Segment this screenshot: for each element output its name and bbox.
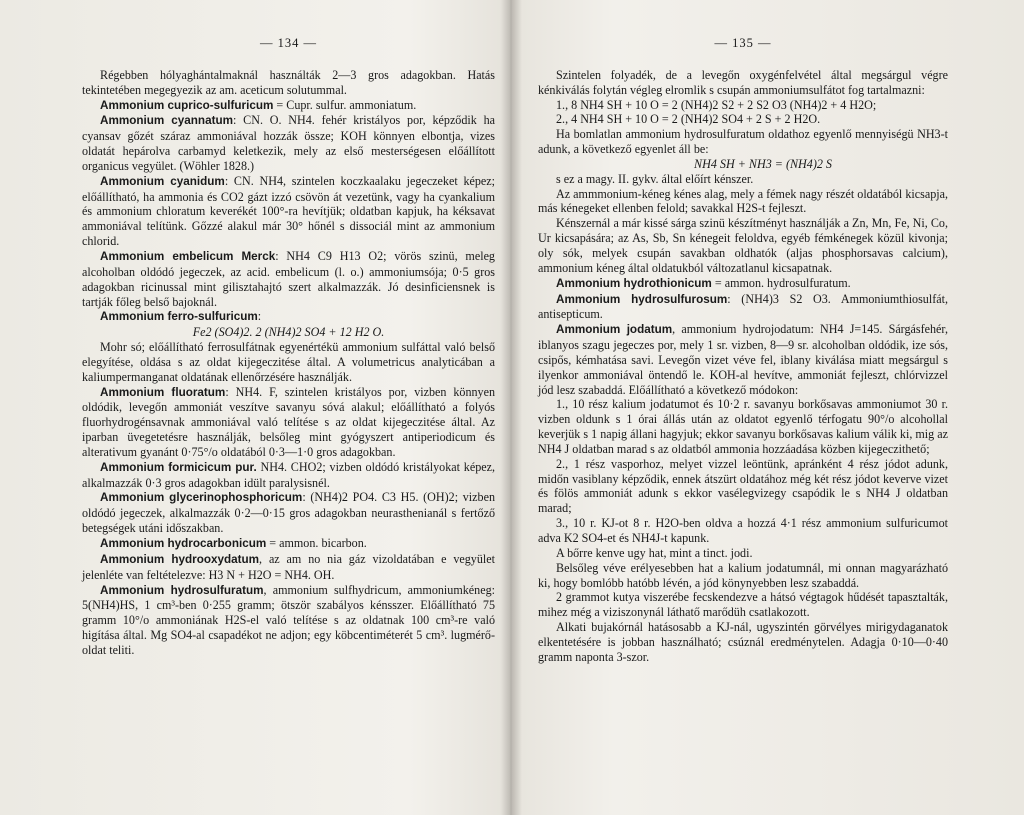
text-paragraph bbox=[538, 187, 948, 217]
formula-line: 2., 4 NH4 SH + 10 O = 2 (NH4)2 SO4 + 2 S + 2 H2O. bbox=[556, 112, 821, 127]
entry-paragraph bbox=[82, 552, 495, 583]
entry-text: 1., 10 rész kalium jodatumot és 10·2 r. savanyu borkősavas ammoniumot 30 r. vizben oldunk s 1 órai állás után az oldatot egyenlő térfogatu 90°/o alcohollal keverjük s 1 napig állani hagyjuk; ekkor savanyu borkősavas kalium válik ki, mig az NH4 J oldatban marad s az oldatból ammonia hozzáadása közben kijegeczithető; bbox=[538, 397, 948, 456]
right-page bbox=[538, 36, 948, 665]
entry-text: Ha bomlatlan ammonium hydrosulfuratum oldathoz egyenlő mennyiségü NH3-t adunk, a következő egyenlet áll be: bbox=[538, 127, 948, 157]
text-paragraph bbox=[538, 590, 948, 620]
formula-line: Fe2 (SO4)2. 2 (NH4)2 SO4 + 12 H2 O. bbox=[192, 325, 385, 340]
entry-paragraph bbox=[82, 249, 495, 309]
entry-text: 2., 1 rész vasporhoz, melyet vizzel leöntünk, apránként 4 rész jódot adunk, midőn vasiblany képződik, ennek átszürt oldatához még két rész jódot keverve vizet és fölös ammoniát adunk s ekkor vasélegvizegy csapódik le s NH4 J oldatban marad; bbox=[538, 456, 948, 516]
entry-heading: Ammonium cyannatum bbox=[100, 114, 233, 128]
entry-heading: Ammonium hydrooxydatum bbox=[100, 552, 260, 566]
entry-text: : NH4. F, szintelen kristályos por, vizben könnyen oldódik, levegőn ammoniát veszítve savanyu sóvá alakul; előállítható a folyós fluorhydrogénsavnak ammoniával való telítése s az oldat kijegeczitése által. Az iparban üvegetetésre használják, belsőleg mint gyógyszert antiperiodicum és alterativum gyanánt 0·75°/o oldatából 0·3—1·0 gros adagokban. bbox=[82, 384, 496, 459]
entry-text: Belsőleg véve erélyesebben hat a kalium jodatumnál, mi onnan magyarázható ki, hogy bomlóbb hatóbb lévén, a jód könynyebben lesz szabaddá. bbox=[538, 560, 948, 590]
entry-text: Szintelen folyadék, de a levegőn oxygénfelvétel által megsárgul végre kénkiválás folytán végleg elromlik s csupán ammoniumsulfátot fog tartalmazni: bbox=[538, 67, 948, 97]
entry-text: = Cupr. sulfur. ammoniatum. bbox=[273, 97, 417, 112]
entry-heading: Ammonium hydrosulfuratum bbox=[100, 583, 264, 597]
entry-heading: Ammonium jodatum bbox=[556, 323, 673, 337]
entry-paragraph bbox=[82, 536, 495, 552]
entry-heading: Ammonium cuprico-sulfuricum bbox=[100, 98, 274, 112]
text-paragraph bbox=[82, 340, 495, 385]
entry-text: , ammonium sulfhydricum, ammoniumkéneg: 5(NH4)HS, 1 cm³-ben 0·255 gramm; ötször szabályos kénsszer. Előállítható 75 gramm 10°/o ammoniának H2S-el való telítése s az oldatnak 100 cm³-re való higítása által. Mg SO4-al csapadékot ne adjon; egy köbcentiméterét 5 cm³. lugmérő-oldat teliti. bbox=[82, 582, 495, 657]
text-paragraph bbox=[538, 561, 948, 591]
entry-paragraph bbox=[538, 322, 948, 397]
entry-text: , ammonium hydrojodatum: NH4 J=145. Sárgásfehér, iblanyos szagu jegeczes por, mely 1 sr. vizben, 8—9 sr. alcoholban oldódik, ize sós, csipős, kémhatása savi. Levegőn vizet véve fel, iblany kiválása miatt megsárgul s ilyenkor ammoniával öntendő le. KOH-al hevítve, ammoniát fejleszt, chlórvizzel jód lesz szabaddá. Előállítható a következő módokon: bbox=[538, 322, 948, 397]
entry-heading: Ammonium formicicum pur. bbox=[100, 460, 257, 474]
formula-line: NH4 SH + NH3 = (NH4)2 S bbox=[694, 156, 832, 171]
entry-paragraph bbox=[82, 309, 495, 325]
entry-text: : CN. O. NH4. fehér kristályos por, képződik ha cyansav gőzét száraz ammoniával hozzák össze; KOH könnyen elbontja, vizes oldatát hepárolva carbamyd keletkezik, mely az első mesterségesen előállított organicus vegyület. (Wöhler 1828.) bbox=[82, 113, 496, 173]
entry-heading: Ammonium fluoratum bbox=[100, 385, 226, 399]
entry-text: NH4. CHO2; vizben oldódó kristályokat képez, alkalmazzák 0·3 gros adagokban idült paralysisnél. bbox=[82, 459, 495, 490]
text-paragraph bbox=[538, 397, 948, 456]
entry-heading: Ammonium hydrocarbonicum bbox=[100, 537, 267, 550]
entry-text: : (NH4)2 PO4. C3 H5. (OH)2; vizben oldódó jegeczek, alkalmazzák 0·2—0·15 gros adagokban neurasthenianál s fertőző betegségek utáni időszakban. bbox=[82, 490, 495, 536]
entry-paragraph bbox=[82, 583, 495, 658]
entry-text: Alkati bujakórnál hatásosabb a KJ-nál, ugyszintén görvélyes mirigydaganatok elkentetésére is jobban használható; csúznál eredménytelen. Adagja 0·10—0·40 gramm naponta 3-szor. bbox=[538, 620, 948, 664]
entry-text: = ammon. hydrosulfuratum. bbox=[711, 275, 851, 290]
entry-paragraph bbox=[538, 292, 948, 323]
entry-heading: Ammonium glycerinophosphoricum bbox=[100, 491, 303, 505]
entry-text: 2 grammot kutya viszerébe fecskendezve a hátsó végtagok hűdését tapasztalták, mihez még a viziszonynál láthatő marődüh csatlakozott. bbox=[538, 590, 948, 620]
entry-text: = ammon. bicarbon. bbox=[266, 536, 367, 550]
entry-text: , az am no nia gáz vizoldatában e vegyület jelenléte van feltételezve: H3 N + H2O = NH4. OH. bbox=[82, 551, 495, 582]
entry-text: : (NH4)3 S2 O3. Ammoniumthiosulfát, antisepticum. bbox=[538, 291, 948, 322]
entry-paragraph bbox=[538, 276, 948, 292]
page-number: — 134 — bbox=[260, 36, 317, 50]
text-paragraph bbox=[538, 216, 948, 275]
entry-text: Régebben hólyaghántalmaknál használták 2—3 gros adagokban. Hatás tekintetében megegyezik az am. aceticum solutummal. bbox=[82, 67, 495, 97]
formula-line: 1., 8 NH4 SH + 10 O = 2 (NH4)2 S2 + 2 S2 O3 (NH4)2 + 4 H2O; bbox=[556, 97, 877, 112]
entry-paragraph bbox=[82, 98, 495, 114]
entry-heading: Ammonium embelicum Merck bbox=[100, 249, 276, 263]
entry-paragraph bbox=[82, 174, 495, 249]
left-page bbox=[82, 36, 495, 658]
entry-heading: Ammonium hydrothionicum bbox=[556, 276, 712, 290]
book-gutter bbox=[500, 0, 522, 815]
entry-text: Az ammmonium-kéneg kénes alag, mely a fémek nagy részét oldatából kicsapja, más kénegeket ellenben felold; savakkal H2S-t fejleszt. bbox=[538, 186, 948, 216]
entry-text: 3., 10 r. KJ-ot 8 r. H2O-ben oldva a hozzá 4·1 rész ammonium sulfuricumot adva K2 SO4-et és NH4J-t kapunk. bbox=[538, 516, 948, 545]
text-paragraph bbox=[538, 457, 948, 516]
text-paragraph bbox=[538, 546, 948, 561]
entry-text: : bbox=[257, 309, 262, 324]
entry-text: A bőrre kenve ugy hat, mint a tinct. jodi. bbox=[556, 545, 753, 560]
entry-text: Kénszernál a már kissé sárga szinü készítményt használják a Zn, Mn, Fe, Ni, Co, Ur kicsapására; az As, Sb, Sn kénegeit feloldva, egyéb fémkénegek közül kivonja; oly sók, melyek csupán savakban oldhatók (aljas phosphorsavas calcium), ammonium kéneg által oldatukból változatlanul kicsapatnak. bbox=[538, 216, 948, 275]
entry-heading: Ammonium hydrosulfurosum bbox=[556, 292, 728, 306]
text-paragraph bbox=[82, 68, 495, 98]
entry-paragraph bbox=[82, 490, 495, 536]
text-paragraph bbox=[538, 127, 948, 157]
entry-text: : CN. NH4, szintelen koczkaalaku jegeczeket képez; előállítható, ha ammonia és CO2 gázt izzó csövön át vezetünk, vagy ha cyankalium és ammonium chloratum keverékét 100°-ra hevítjük; oldatban kapjuk, ha kéksavat ammoniával telítünk. Gőzzé alakul már 30° hőnél s dissociál mint az ammonium chlorid. bbox=[82, 173, 495, 249]
text-paragraph bbox=[538, 68, 948, 98]
entry-paragraph bbox=[82, 460, 495, 491]
right-page-body bbox=[538, 68, 948, 665]
entry-heading: Ammonium ferro-sulfuricum bbox=[100, 310, 258, 324]
entry-text: : NH4 C9 H13 O2; vörös szinü, meleg alcoholban oldódó jegeczek, az acid. embelicum (l. o.) ammoniumsója; 0·5 gros adagokban ricinussal mint gilisztahajtó szert alkalmazzák. Jó desinficiensnek is tartják főleg belső bajoknál. bbox=[82, 248, 495, 309]
entry-heading: Ammonium cyanidum bbox=[100, 174, 225, 188]
entry-paragraph bbox=[82, 385, 495, 460]
entry-text: Mohr só; előállítható ferrosulfátnak egyenértékü ammonium sulfáttal való belső elegyítése, oldása s az oldat kijegeczitése által. A volumetricus analyticában a kaliumpermanganat oldatának ellenőrzésére használják. bbox=[82, 340, 495, 384]
page-number: — 135 — bbox=[714, 36, 772, 50]
text-paragraph bbox=[538, 172, 948, 187]
left-page-body bbox=[82, 68, 495, 658]
text-paragraph bbox=[538, 620, 948, 665]
entry-text: s ez a magy. II. gykv. által előírt kénszer. bbox=[556, 171, 754, 186]
entry-paragraph bbox=[82, 113, 495, 173]
text-paragraph bbox=[538, 516, 948, 546]
